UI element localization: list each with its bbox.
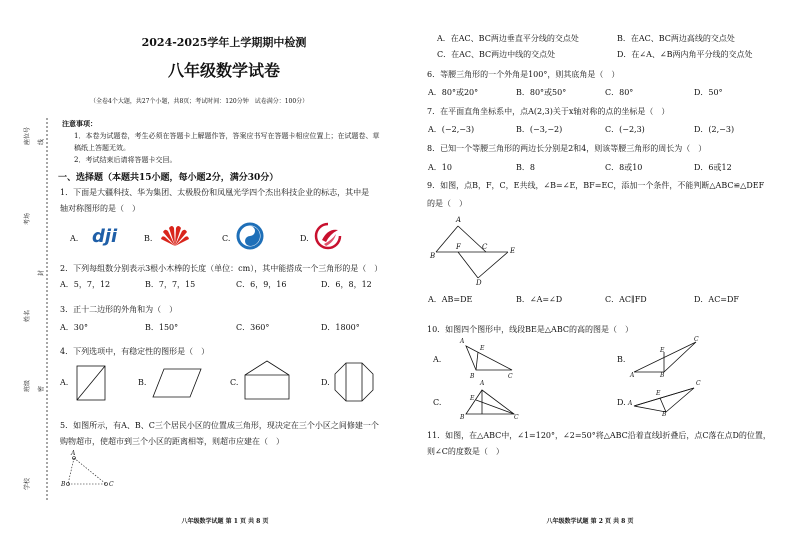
q5-option-d: D．在∠A、∠B两内角平分线的交点处 xyxy=(617,50,753,59)
q2-option-b: B．7，7，15 xyxy=(145,280,196,289)
q9-option-c: C．AC∥FD xyxy=(605,295,647,304)
section-1-title: 一、选择题（本题共15小题，每小题2分，满分30分） xyxy=(58,173,279,183)
q9-figure xyxy=(430,222,520,284)
huawei-logo-icon xyxy=(160,222,190,248)
q10a-label-c: C xyxy=(508,373,513,380)
q4-figure-b xyxy=(152,368,202,398)
note-1b: 稿纸上答题无效。 xyxy=(74,144,130,152)
exam-meta: （全卷4个大题，共27个小题，共8页；考试时间：120分钟 试卷满分：100分） xyxy=(90,98,309,105)
q4-figure-c xyxy=(244,360,290,400)
q2-option-c: C．6，9，16 xyxy=(236,280,287,289)
q10d-label-c: C xyxy=(696,380,701,387)
q6-option-a: A．80°或20° xyxy=(428,88,479,97)
q8-option-b: B．8 xyxy=(516,163,535,172)
q5-option-c: C．在AC、BC两边中线的交点处 xyxy=(437,50,556,59)
q9-label-e: E xyxy=(510,247,516,255)
q1-option-a: A. xyxy=(70,234,79,243)
q10-option-c: C. xyxy=(433,398,442,407)
dji-logo-icon xyxy=(92,226,132,246)
q3-text: 3．正十二边形的外角和为（ ） xyxy=(60,305,178,314)
q3-option-a: A．30° xyxy=(60,323,88,332)
q10a-label-b: B xyxy=(470,373,475,380)
q3-option-c: C．360° xyxy=(236,323,270,332)
q10-option-d: D. xyxy=(617,398,626,407)
q10a-label-a: A xyxy=(460,338,465,345)
q2-option-a: A．5，7，12 xyxy=(60,280,111,289)
right-footer: 八年级数学试题 第 2 页 共 8 页 xyxy=(546,518,634,525)
q7-option-b: B．(−3,−2) xyxy=(516,125,563,134)
q10b-label-e: E xyxy=(660,347,665,354)
q7-option-a: A．(−2,−3) xyxy=(428,125,475,134)
q4-figure-a xyxy=(76,365,106,401)
q7-option-d: D．(2,−3) xyxy=(694,125,735,134)
notes-title: 注意事项： xyxy=(62,119,97,128)
q4-text: 4．下列选项中，有稳定性的图形是（ ） xyxy=(60,347,210,356)
binding-label-name: 姓名 xyxy=(24,309,31,322)
q5-option-b: B．在AC、BC两边高线的交点处 xyxy=(617,34,735,43)
q9-option-b: B．∠A=∠D xyxy=(516,295,563,304)
q6-text: 6．等腰三角形的一个外角是100°，则其底角是（ ） xyxy=(427,70,620,79)
q6-option-b: B．80°或50° xyxy=(516,88,567,97)
binding-label-secret: 密 xyxy=(38,385,45,392)
q1-option-b: B. xyxy=(144,234,153,243)
q10c-label-b: B xyxy=(460,414,465,421)
q9-option-d: D．AC=DF xyxy=(694,295,739,304)
q3-option-b: B．150° xyxy=(145,323,179,332)
q2-text: 2．下列每组数分别表示3根小木棒的长度（单位：cm），其中能搭成一个三角形的是（ ） xyxy=(60,264,383,273)
q10c-label-a: A xyxy=(480,380,485,387)
q5-option-a: A．在AC、BC两边垂直平分线的交点处 xyxy=(437,34,579,43)
q4-figure-d xyxy=(334,362,374,402)
taiji-logo-icon xyxy=(236,222,264,250)
q9-label-f: F xyxy=(456,243,461,251)
q9-label-a: A xyxy=(456,216,462,224)
binding-label-school: 学校 xyxy=(24,477,31,490)
q10b-label-c: C xyxy=(694,336,699,343)
q10a-label-e: E xyxy=(480,345,485,352)
q1-text-b: 轴对称图形的是（ ） xyxy=(60,204,140,213)
note-1: 1．本卷为试题卷，考生必须在答题卡上解题作答，答案应书写在答题卡相应位置上；在试题卷、草 xyxy=(74,132,380,140)
left-footer: 八年级数学试题 第 1 页 共 8 页 xyxy=(181,518,269,525)
binding-label-seat: 座位号 xyxy=(24,126,31,145)
q4-option-d: D. xyxy=(321,378,330,387)
q8-option-d: D．6或12 xyxy=(694,163,732,172)
q11-text-b: 则∠C的度数是（ ） xyxy=(427,447,504,456)
q5-label-a: A xyxy=(71,450,76,457)
q2-option-d: D．6，8，12 xyxy=(321,280,372,289)
binding-label-line: 线 xyxy=(38,138,45,145)
q4-option-c: C. xyxy=(230,378,239,387)
q10b-label-a: A xyxy=(630,372,635,379)
q9-label-d: D xyxy=(476,279,482,287)
phoenix-logo-icon xyxy=(314,222,342,250)
q8-option-c: C．8或10 xyxy=(605,163,643,172)
q4-option-b: B. xyxy=(138,378,147,387)
q1-text: 1．下面是大疆科技、华为集团、太极股份和凤凰光学四个杰出科技企业的标志，其中是 xyxy=(60,188,370,197)
q10-figure-c xyxy=(460,386,520,418)
q8-option-a: A．10 xyxy=(428,163,452,172)
q6-option-c: C．80° xyxy=(605,88,634,97)
q7-option-c: C．(−2,3) xyxy=(605,125,645,134)
q10c-label-c: C xyxy=(514,414,519,421)
q5-label-b: B xyxy=(61,481,66,488)
q9-text: 9．如图，点B，F，C，E共线，∠B=∠E，BF=EC，添加一个条件，不能判断△ABC≌△DEF xyxy=(427,181,765,190)
q10-option-b: B. xyxy=(617,355,626,364)
binding-label-seal: 封 xyxy=(38,269,45,276)
exam-subtitle: 八年级数学试卷 xyxy=(167,61,281,80)
q9-text-b: 的是（ ） xyxy=(427,199,467,208)
q10b-label-b: B xyxy=(660,372,665,379)
q1-option-d: D. xyxy=(300,234,309,243)
q11-text: 11．如图，在△ABC中，∠1=120°，∠2=50°将△ABC沿着直线l折叠后，点C落在点D的位置， xyxy=(427,431,771,440)
q9-option-a: A．AB=DE xyxy=(428,295,473,304)
binding-label-room: 考场 xyxy=(24,212,31,225)
q5-text-b: 购物超市，使超市到三个小区的距离相等，则超市应建在（ ） xyxy=(60,437,284,446)
q10c-label-e: E xyxy=(470,395,475,402)
exam-title: 2024-2025学年上学期期中检测 xyxy=(141,36,307,49)
q5-text: 5．如图所示，有A、B、C三个居民小区的位置成三角形，现决定在三个小区之间修建一个 xyxy=(60,421,379,430)
binding-label-class: 班级 xyxy=(24,379,31,392)
q4-option-a: A. xyxy=(60,378,69,387)
q5-label-c: C xyxy=(109,481,114,488)
svg-text:dji: dji xyxy=(92,226,118,247)
q9-label-b: B xyxy=(430,252,436,260)
note-2: 2．考试结束后请将答题卡交回。 xyxy=(74,156,177,164)
q10-option-a: A. xyxy=(433,355,442,364)
q7-text: 7．在平面直角坐标系中，点A(2,3)关于x轴对称的点的坐标是（ ） xyxy=(427,107,670,116)
q10-text: 10．如图四个图形中，线段BE是△ABC的高的图是（ ） xyxy=(427,325,633,334)
q6-option-d: D．50° xyxy=(694,88,723,97)
q10-figure-b xyxy=(630,338,700,378)
q8-text: 8．已知一个等腰三角形的两边长分别是2和4，则该等腰三角形的周长为（ ） xyxy=(427,144,707,153)
q1-option-c: C. xyxy=(222,234,231,243)
q10d-label-b: B xyxy=(662,411,667,418)
q9-label-c: C xyxy=(482,243,488,251)
q3-option-d: D．1800° xyxy=(321,323,360,332)
q10d-label-e: E xyxy=(656,390,661,397)
q10d-label-a: A xyxy=(628,400,633,407)
